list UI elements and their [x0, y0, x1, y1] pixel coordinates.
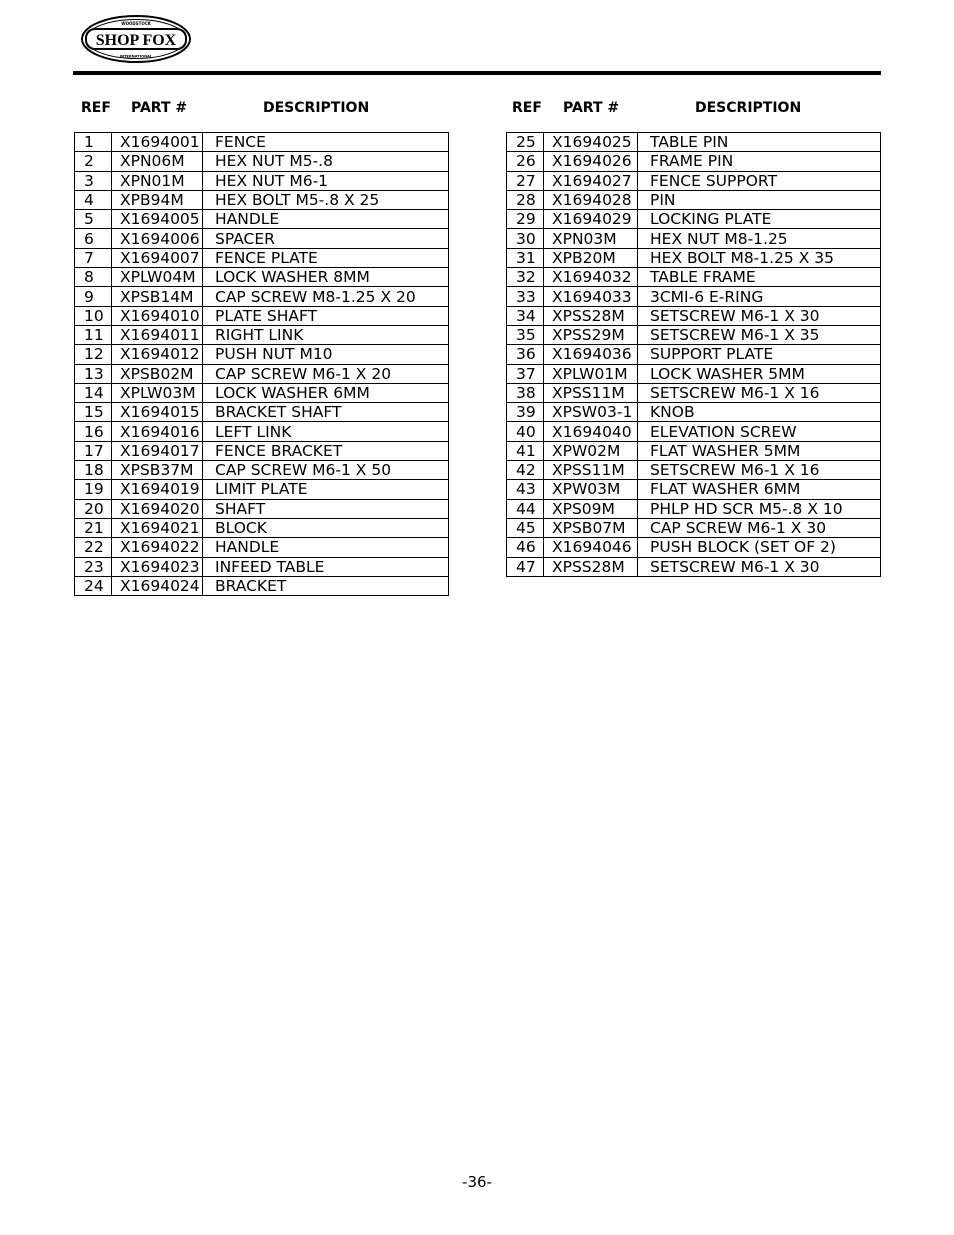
description-cell: INFEED TABLE	[203, 557, 449, 576]
description-cell: FENCE	[203, 133, 449, 152]
description-cell: SETSCREW M6-1 X 30	[638, 306, 881, 325]
part-number-cell: XPB94M	[112, 190, 203, 209]
description-cell: PIN	[638, 190, 881, 209]
part-number-cell: X1694040	[544, 422, 638, 441]
description-cell: FLAT WASHER 5MM	[638, 441, 881, 460]
table-row	[507, 306, 881, 325]
part-number-cell: X1694023	[112, 557, 203, 576]
part-number-cell: X1694005	[112, 210, 203, 229]
description-cell: CAP SCREW M8-1.25 X 20	[203, 287, 449, 306]
description-cell: FRAME PIN	[638, 152, 881, 171]
part-number-cell: XPN06M	[112, 152, 203, 171]
ref-cell: 47	[507, 557, 544, 576]
ref-cell: 41	[507, 441, 544, 460]
part-number-cell: XPSW03-1	[544, 403, 638, 422]
part-number-cell: X1694020	[112, 499, 203, 518]
part-number-cell: XPLW04M	[112, 268, 203, 287]
part-number-cell: XPN01M	[112, 171, 203, 190]
part-number-cell: XPSB37M	[112, 461, 203, 480]
part-number-cell: X1694001	[112, 133, 203, 152]
shop-fox-logo	[80, 14, 192, 64]
description-cell: PUSH NUT M10	[203, 345, 449, 364]
description-cell: CAP SCREW M6-1 X 30	[638, 518, 881, 537]
table-row	[75, 325, 449, 344]
description-cell: HEX NUT M5-.8	[203, 152, 449, 171]
ref-cell: 45	[507, 518, 544, 537]
description-cell: SHAFT	[203, 499, 449, 518]
ref-cell: 12	[75, 345, 112, 364]
description-cell: SUPPORT PLATE	[638, 345, 881, 364]
right-header-part: PART #	[563, 100, 620, 116]
table-row	[507, 268, 881, 287]
description-cell: HANDLE	[203, 210, 449, 229]
ref-cell: 2	[75, 152, 112, 171]
part-number-cell: X1694046	[544, 538, 638, 557]
page-number: -36-	[462, 1173, 492, 1191]
description-cell: SETSCREW M6-1 X 16	[638, 383, 881, 402]
part-number-cell: XPW02M	[544, 441, 638, 460]
description-cell: LOCK WASHER 5MM	[638, 364, 881, 383]
ref-cell: 7	[75, 248, 112, 267]
ref-cell: 23	[75, 557, 112, 576]
table-row	[507, 190, 881, 209]
table-row	[507, 248, 881, 267]
table-row	[75, 383, 449, 402]
ref-cell: 6	[75, 229, 112, 248]
part-number-cell: XPSS11M	[544, 383, 638, 402]
ref-cell: 15	[75, 403, 112, 422]
ref-cell: 3	[75, 171, 112, 190]
ref-cell: 36	[507, 345, 544, 364]
part-number-cell: X1694006	[112, 229, 203, 248]
ref-cell: 25	[507, 133, 544, 152]
part-number-cell: X1694026	[544, 152, 638, 171]
part-number-cell: X1694029	[544, 210, 638, 229]
part-number-cell: XPSS29M	[544, 325, 638, 344]
ref-cell: 18	[75, 461, 112, 480]
description-cell: FENCE SUPPORT	[638, 171, 881, 190]
description-cell: FENCE PLATE	[203, 248, 449, 267]
description-cell: BRACKET	[203, 576, 449, 595]
table-row	[75, 538, 449, 557]
description-cell: SETSCREW M6-1 X 30	[638, 557, 881, 576]
table-row	[507, 403, 881, 422]
table-row	[507, 229, 881, 248]
description-cell: TABLE FRAME	[638, 268, 881, 287]
ref-cell: 5	[75, 210, 112, 229]
part-number-cell: X1694017	[112, 441, 203, 460]
description-cell: BRACKET SHAFT	[203, 403, 449, 422]
ref-cell: 4	[75, 190, 112, 209]
part-number-cell: XPSS11M	[544, 461, 638, 480]
table-row	[507, 287, 881, 306]
description-cell: PLATE SHAFT	[203, 306, 449, 325]
table-row	[75, 287, 449, 306]
ref-cell: 27	[507, 171, 544, 190]
description-cell: HEX BOLT M5-.8 X 25	[203, 190, 449, 209]
logo-text: SHOP FOX	[95, 32, 177, 49]
left-header-part: PART #	[131, 100, 188, 116]
ref-cell: 42	[507, 461, 544, 480]
table-row	[507, 538, 881, 557]
part-number-cell: XPW03M	[544, 480, 638, 499]
table-row	[507, 152, 881, 171]
shop-fox-logo-icon	[80, 14, 192, 64]
description-cell: ELEVATION SCREW	[638, 422, 881, 441]
part-number-cell: XPB20M	[544, 248, 638, 267]
table-row	[507, 422, 881, 441]
table-row	[75, 364, 449, 383]
table-row	[75, 557, 449, 576]
table-row	[75, 480, 449, 499]
ref-cell: 26	[507, 152, 544, 171]
description-cell: PHLP HD SCR M5-.8 X 10	[638, 499, 881, 518]
ref-cell: 16	[75, 422, 112, 441]
table-row	[507, 171, 881, 190]
ref-cell: 33	[507, 287, 544, 306]
ref-cell: 11	[75, 325, 112, 344]
ref-cell: 22	[75, 538, 112, 557]
description-cell: LOCKING PLATE	[638, 210, 881, 229]
table-row	[75, 306, 449, 325]
table-row	[507, 499, 881, 518]
ref-cell: 21	[75, 518, 112, 537]
part-number-cell: X1694027	[544, 171, 638, 190]
ref-cell: 37	[507, 364, 544, 383]
ref-cell: 29	[507, 210, 544, 229]
ref-cell: 13	[75, 364, 112, 383]
description-cell: BLOCK	[203, 518, 449, 537]
table-row	[75, 171, 449, 190]
ref-cell: 8	[75, 268, 112, 287]
description-cell: TABLE PIN	[638, 133, 881, 152]
description-cell: HEX NUT M6-1	[203, 171, 449, 190]
ref-cell: 34	[507, 306, 544, 325]
part-number-cell: XPSS28M	[544, 306, 638, 325]
part-number-cell: X1694032	[544, 268, 638, 287]
ref-cell: 38	[507, 383, 544, 402]
part-number-cell: XPLW03M	[112, 383, 203, 402]
table-row	[75, 518, 449, 537]
right-header-ref: REF	[512, 100, 542, 116]
table-row	[507, 480, 881, 499]
ref-cell: 20	[75, 499, 112, 518]
table-row	[507, 557, 881, 576]
description-cell: CAP SCREW M6-1 X 50	[203, 461, 449, 480]
part-number-cell: X1694016	[112, 422, 203, 441]
table-row	[75, 152, 449, 171]
parts-table-right-body	[507, 133, 881, 577]
description-cell: 3CMI-6 E-RING	[638, 287, 881, 306]
part-number-cell: X1694010	[112, 306, 203, 325]
table-row	[507, 364, 881, 383]
logo-bottom-arc: INTERNATIONAL	[119, 54, 153, 59]
description-cell: LEFT LINK	[203, 422, 449, 441]
part-number-cell: X1694036	[544, 345, 638, 364]
description-cell: RIGHT LINK	[203, 325, 449, 344]
description-cell: LOCK WASHER 8MM	[203, 268, 449, 287]
description-cell: SETSCREW M6-1 X 35	[638, 325, 881, 344]
table-row	[75, 229, 449, 248]
table-row	[75, 403, 449, 422]
logo-top-arc: WOODSTOCK	[121, 21, 151, 26]
description-cell: HEX NUT M8-1.25	[638, 229, 881, 248]
table-row	[507, 441, 881, 460]
left-header-desc: DESCRIPTION	[263, 100, 370, 116]
description-cell: FENCE BRACKET	[203, 441, 449, 460]
table-row	[75, 190, 449, 209]
table-row	[75, 441, 449, 460]
table-row	[75, 422, 449, 441]
table-row	[75, 499, 449, 518]
table-row	[507, 210, 881, 229]
ref-cell: 31	[507, 248, 544, 267]
table-row	[75, 345, 449, 364]
table-row	[75, 461, 449, 480]
description-cell: KNOB	[638, 403, 881, 422]
description-cell: CAP SCREW M6-1 X 20	[203, 364, 449, 383]
description-cell: LIMIT PLATE	[203, 480, 449, 499]
part-number-cell: XPSS28M	[544, 557, 638, 576]
left-header-ref: REF	[81, 100, 111, 116]
part-number-cell: X1694021	[112, 518, 203, 537]
ref-cell: 14	[75, 383, 112, 402]
part-number-cell: X1694012	[112, 345, 203, 364]
part-number-cell: XPS09M	[544, 499, 638, 518]
ref-cell: 1	[75, 133, 112, 152]
table-row	[75, 210, 449, 229]
ref-cell: 35	[507, 325, 544, 344]
ref-cell: 43	[507, 480, 544, 499]
ref-cell: 44	[507, 499, 544, 518]
ref-cell: 30	[507, 229, 544, 248]
ref-cell: 40	[507, 422, 544, 441]
part-number-cell: X1694025	[544, 133, 638, 152]
part-number-cell: X1694033	[544, 287, 638, 306]
ref-cell: 17	[75, 441, 112, 460]
description-cell: HEX BOLT M8-1.25 X 35	[638, 248, 881, 267]
description-cell: LOCK WASHER 6MM	[203, 383, 449, 402]
table-row	[507, 383, 881, 402]
table-row	[507, 461, 881, 480]
right-header-desc: DESCRIPTION	[695, 100, 802, 116]
part-number-cell: X1694007	[112, 248, 203, 267]
ref-cell: 10	[75, 306, 112, 325]
part-number-cell: X1694028	[544, 190, 638, 209]
part-number-cell: X1694015	[112, 403, 203, 422]
part-number-cell: XPN03M	[544, 229, 638, 248]
ref-cell: 19	[75, 480, 112, 499]
part-number-cell: X1694022	[112, 538, 203, 557]
part-number-cell: XPSB02M	[112, 364, 203, 383]
part-number-cell: X1694019	[112, 480, 203, 499]
parts-table-left-body	[75, 133, 449, 596]
parts-table-left	[74, 132, 449, 596]
part-number-cell: X1694024	[112, 576, 203, 595]
table-row	[75, 248, 449, 267]
table-row	[507, 345, 881, 364]
ref-cell: 24	[75, 576, 112, 595]
description-cell: FLAT WASHER 6MM	[638, 480, 881, 499]
part-number-cell: XPSB07M	[544, 518, 638, 537]
ref-cell: 46	[507, 538, 544, 557]
ref-cell: 9	[75, 287, 112, 306]
ref-cell: 32	[507, 268, 544, 287]
description-cell: SETSCREW M6-1 X 16	[638, 461, 881, 480]
description-cell: PUSH BLOCK (SET OF 2)	[638, 538, 881, 557]
header-rule	[73, 71, 881, 75]
table-row	[507, 133, 881, 152]
ref-cell: 28	[507, 190, 544, 209]
part-number-cell: XPLW01M	[544, 364, 638, 383]
description-cell: SPACER	[203, 229, 449, 248]
table-row	[75, 576, 449, 595]
table-row	[507, 518, 881, 537]
ref-cell: 39	[507, 403, 544, 422]
table-row	[75, 268, 449, 287]
table-row	[507, 325, 881, 344]
part-number-cell: XPSB14M	[112, 287, 203, 306]
part-number-cell: X1694011	[112, 325, 203, 344]
table-row	[75, 133, 449, 152]
parts-table-right	[506, 132, 881, 577]
description-cell: HANDLE	[203, 538, 449, 557]
